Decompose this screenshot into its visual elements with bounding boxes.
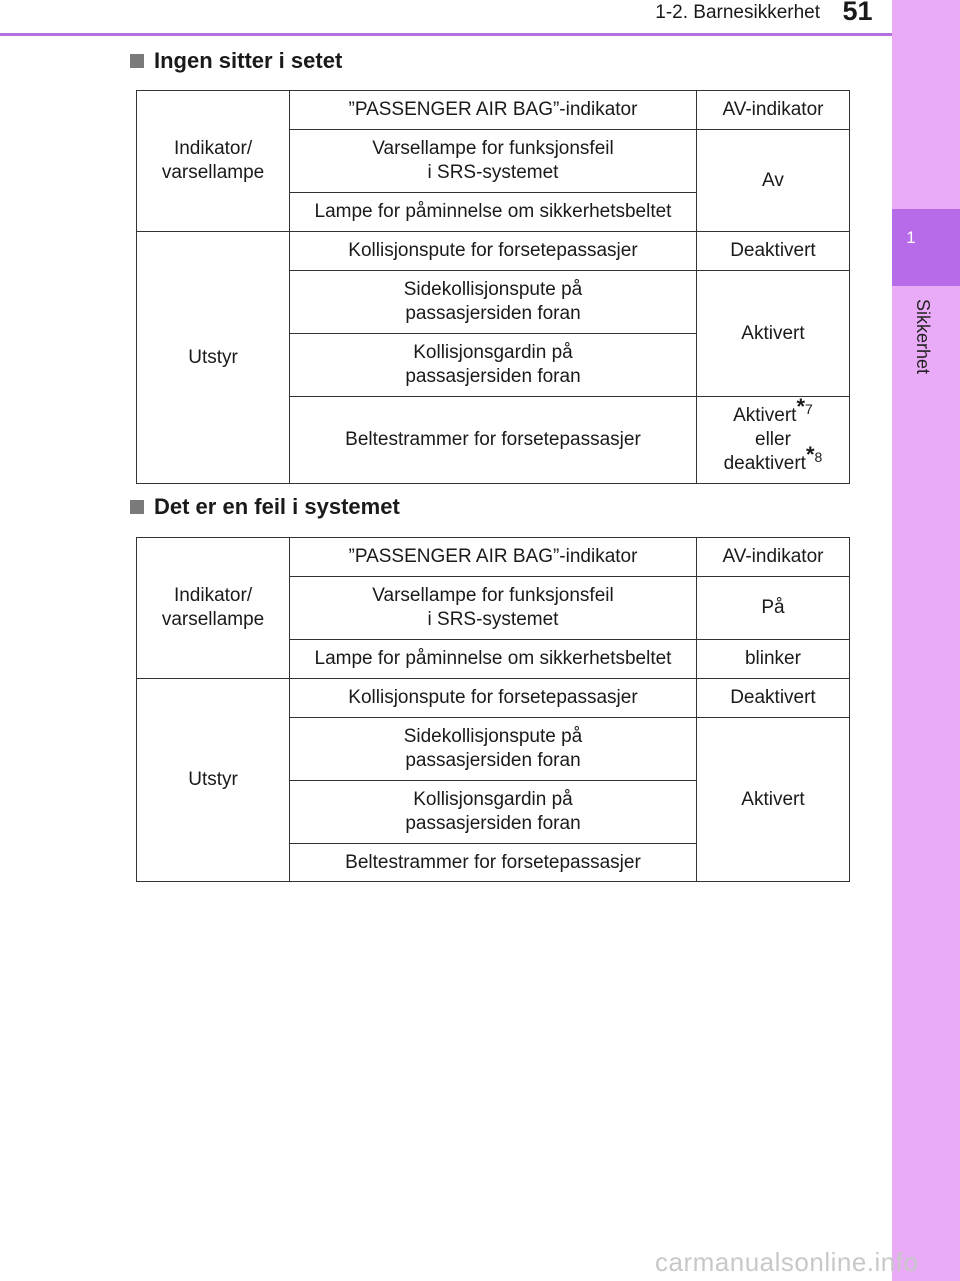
front-airbag-state-cell: Deaktivert [696, 232, 849, 271]
side-airbag-cell: Sidekollisjonspute på passasjersiden foran [290, 718, 697, 781]
footnote-asterisk-icon: * [796, 393, 806, 419]
table-row [137, 91, 850, 130]
passenger-airbag-indicator-cell: ”PASSENGER AIR BAG”-indikator [290, 91, 697, 130]
passenger-airbag-indicator-cell: ”PASSENGER AIR BAG”-indikator [290, 538, 697, 577]
heading-text: Ingen sitter i setet [154, 48, 343, 73]
srs-warning-state-cell: På [696, 577, 849, 640]
chapter-number: 1 [906, 228, 916, 247]
passenger-airbag-state-cell: AV-indikator [696, 91, 849, 130]
equipment-label-cell: Utstyr [137, 679, 290, 882]
curtain-airbag-cell: Kollisjonsgardin på passasjersiden foran [290, 781, 697, 844]
chapter-side-strip [892, 0, 960, 1281]
table-row [137, 538, 850, 577]
section-title: 1-2. Barnesikkerhet [655, 2, 820, 23]
table-row [137, 232, 850, 271]
indicator-label-cell: Indikator/ varsellampe [137, 538, 290, 679]
square-bullet-icon [130, 54, 144, 68]
heading-text: Det er en feil i systemet [154, 494, 400, 519]
seatbelt-reminder-state-cell: blinker [696, 640, 849, 679]
seatbelt-reminder-cell: Lampe for påminnelse om sikkerhetsbeltet [290, 193, 697, 232]
status-table-system-fault [136, 537, 850, 882]
front-airbag-state-cell: Deaktivert [696, 679, 849, 718]
side-group-state-cell: Aktivert [696, 718, 849, 882]
table-row [137, 679, 850, 718]
front-airbag-cell: Kollisjonspute for forsetepassasjer [290, 232, 697, 271]
watermark-text: carmanualsonline.info [655, 1247, 919, 1277]
header-rule [0, 33, 892, 36]
front-airbag-cell: Kollisjonspute for forsetepassasjer [290, 679, 697, 718]
pretensioner-cell: Beltestrammer for forsetepassasjer [290, 844, 697, 882]
seatbelt-reminder-cell: Lampe for påminnelse om sikkerhetsbeltet [290, 640, 697, 679]
passenger-airbag-state-cell: AV-indikator [696, 538, 849, 577]
srs-warning-state-cell: Av [696, 130, 849, 232]
srs-warning-cell: Varsellampe for funksjonsfeil i SRS-systemet [290, 577, 697, 640]
square-bullet-icon [130, 500, 144, 514]
side-group-state-cell: Aktivert [696, 271, 849, 397]
pretensioner-cell: Beltestrammer for forsetepassasjer [290, 397, 697, 484]
footnote-asterisk-icon: * [805, 441, 815, 467]
curtain-airbag-cell: Kollisjonsgardin på passasjersiden foran [290, 334, 697, 397]
section-heading-no-occupant [130, 48, 342, 74]
status-table-no-occupant [136, 90, 850, 484]
chapter-label: Sikkerhet [913, 299, 933, 375]
equipment-label-cell: Utstyr [137, 232, 290, 484]
indicator-label-cell: Indikator/ varsellampe [137, 91, 290, 232]
side-airbag-cell: Sidekollisjonspute på passasjersiden foran [290, 271, 697, 334]
pretensioner-state-cell: Aktivert$^{*7}$ eller deaktivert$^{*8}$ [696, 397, 849, 484]
srs-warning-cell: Varsellampe for funksjonsfeil i SRS-systemet [290, 130, 697, 193]
section-heading-system-fault [130, 494, 400, 520]
page-number: 51 [842, 0, 873, 26]
